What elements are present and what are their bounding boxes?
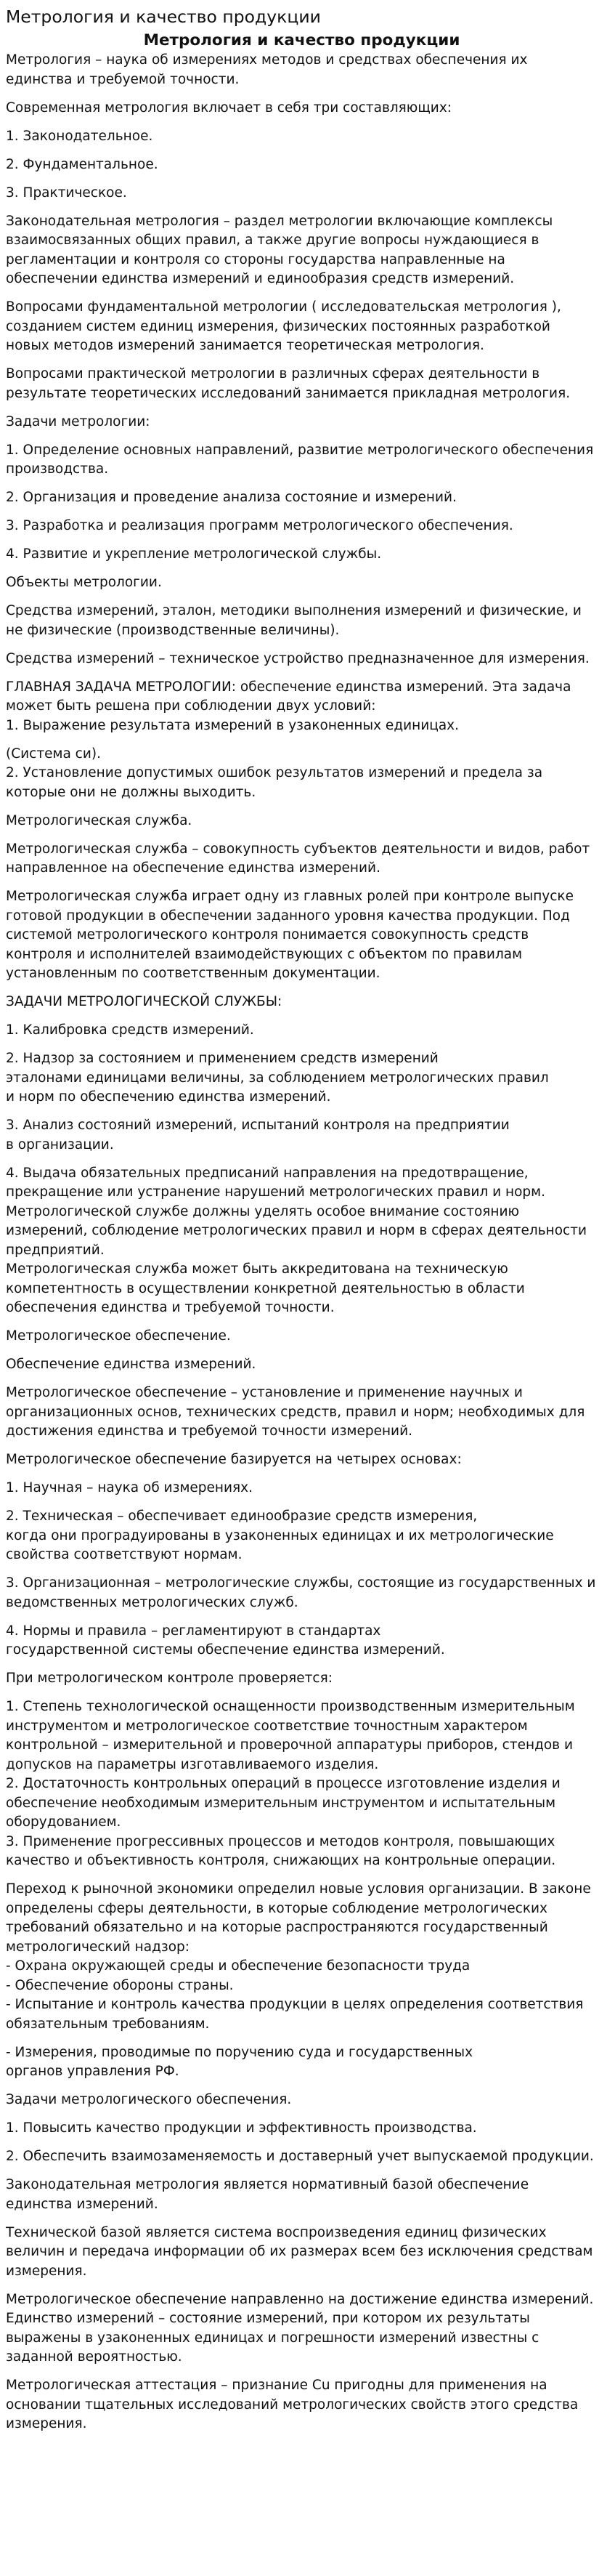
paragraph: Метрологическое обеспечение базируется на четырех основах: — [6, 1452, 462, 1467]
paragraph: 1. Повысить качество продукции и эффективность производства. — [6, 2120, 477, 2136]
paragraph: (Система си). 2. Установление допустимых ошибок результатов измерений и предела за которые они не должны выходить. — [6, 746, 543, 800]
paragraph: Метрологическая аттестация – признание Cu пригодны для применения на основании тщательных исследований метрологических свойств этого средства измерения. — [6, 2378, 579, 2431]
paragraph: Законодательная метрология – раздел метрологии включающие комплексы взаимосвязанных общих правил, а также другие вопросы нуждающиеся в регламентации и контроля со стороны государства направленные на обеспечении единства измерений и единообразия средств измерений. — [6, 213, 553, 286]
paragraph: Переход к рыночной экономики определил новые условия организации. В законе определены сферы деятельности, в которые соблюдение метрологических требований обязательно и на которые распространяются государственный метрологический надзор: - Охрана окружающей среды и обеспечение безопасности труда - Обеспечение обороны страны. - Испытание и контроль качества продукции в целях определения соответствия обязательным требованиям. — [6, 1881, 591, 2032]
paragraph: Обеспечение единства измерений. — [6, 1357, 256, 1372]
paragraph: - Измерения, проводимые по поручению суда и государственных органов управления РФ. — [6, 2044, 473, 2079]
paragraph: 1. Научная – наука об измерениях. — [6, 1480, 253, 1495]
document-title: Метрология и качество продукции — [6, 7, 321, 27]
paragraph: Вопросами практической метрологии в различных сферах деятельности в результате теоретических исследований занимается прикладная метрология. — [6, 366, 571, 401]
paragraph: ЗАДАЧИ МЕТРОЛОГИЧЕСКОЙ СЛУЖБЫ: — [6, 994, 282, 1009]
paragraph: Законодательная метрология является нормативный базой обеспечение единства измерений. — [6, 2177, 529, 2212]
paragraph: Технической базой является система воспроизведения единиц физических величин и передача информации об их размерах всем без исключения средствам измерения. — [6, 2224, 593, 2279]
paragraph: Метрологическая служба играет одну из главных ролей при контроле выпуске готовой продукции в обеспечении заданного уровня качества продукции. Под системой метрологического контроля понимается совокупность средств контроля и исполнителей взаимодействующих с объектом по правилам установленным по соответственным документации. — [6, 889, 574, 981]
paragraph: 3. Организационная – метрологические службы, состоящие из государственных и ведомственных метрологических служб. — [6, 1575, 596, 1610]
paragraph: Метрологическое обеспечение направленно на достижение единства измерений. Единство измерений – состояние измерений, при котором их результаты выражены в узаконенных единицах и погрешности измерений известны с заданной вероятностью. — [6, 2291, 594, 2365]
paragraph: 2. Организация и проведение анализа состояние и измерений. — [6, 490, 457, 505]
paragraph: Метрология – наука об измерениях методов и средствах обеспечения их единства и требуемой точности. — [6, 52, 528, 87]
paragraph: Метрологическое обеспечение. — [6, 1328, 231, 1344]
paragraph: 2. Фундаментальное. — [6, 156, 158, 172]
paragraph: 2. Надзор за состоянием и применением средств измерений эталонами единицами величины, за соблюдением метрологических правил и норм по обеспечению единства измерений. — [6, 1051, 549, 1105]
paragraph: Метрологическая служба – совокупность субъектов деятельности и видов, работ направленное на обеспечение единства измерений. — [6, 841, 590, 876]
paragraph: 4. Нормы и правила – регламентируют в стандартах государственной системы обеспечение единства измерений. — [6, 1623, 445, 1658]
paragraph: 2. Обеспечить взаимозаменяемость и доставерный учет выпускаемой продукции. — [6, 2149, 594, 2164]
paragraph: Средства измерений, эталон, методики выполнения измерений и физические, и не физические (производственные величины). — [6, 603, 582, 638]
paragraph: 3. Анализ состояний измерений, испытаний контроля на предприятии в организации. — [6, 1118, 510, 1152]
paragraph: 3. Практическое. — [6, 185, 127, 201]
paragraph: 4. Развитие и укрепление метрологической службы. — [6, 546, 382, 562]
paragraph: 4. Выдача обязательных предписаний направления на предотвращение, прекращение или устранение нарушений метрологических правил и норм. Метрологической службе должны уделять особое внимание состоянию измерений, соблюдение метрологических правил и норм в сферах деятельности предприятий. Метрологическая служба может быть аккредитована на техническую компетентность в осуществлении конкретной деятельностью в области обеспечения единства и требуемой точности. — [6, 1165, 587, 1315]
paragraph: Метрологическое обеспечение – установление и применение научных и организационных основ, технических средств, правил и норм; необходимых для достижения единства и требуемой точности измерений. — [6, 1385, 585, 1439]
paragraph: При метрологическом контроле проверяется: — [6, 1671, 333, 1686]
document-subtitle: Метрология и качество продукции — [143, 31, 460, 49]
paragraph: Современная метрология включает в себя три составляющих: — [6, 100, 452, 116]
paragraph: 2. Техническая – обеспечивает единообразие средств измерения, когда они проградуированы в узаконенных единицах и их метрологические свойства соответствуют нормам. — [6, 1509, 554, 1562]
paragraph: ГЛАВНАЯ ЗАДАЧА МЕТРОЛОГИИ: обеспечение единства измерений. Эта задача может быть решена при соблюдении двух условий: 1. Выражение результата измерений в узаконенных единицах. — [6, 679, 571, 733]
paragraph: Средства измерений – техническое устройство предназначенное для измерения. — [6, 650, 590, 666]
paragraph: Задачи метрологического обеспечения. — [6, 2092, 292, 2107]
paragraph: Объекты метрологии. — [6, 575, 162, 590]
document-body — [6, 51, 598, 2434]
paragraph: 1. Определение основных направлений, развитие метрологического обеспечения производства. — [6, 442, 594, 477]
paragraph: 1. Степень технологической оснащенности производственным измерительным инструментом и метрологическое соответствие точностным характером контрольной – измерительной и проверочной аппаратуры приборов, стендов и допусков на параметры изготавливаемого изделия. 2. Достаточность контрольных операций в процессе изготовление изделия и обеспечение необходимым измерительным инструментом и испытательным оборудованием. 3. Применение прогрессивных процессов и методов контроля, повышающих качество и объективность контроля, снижающих на контрольные операции. — [6, 1699, 575, 1868]
paragraph: Вопросами фундаментальной метрологии ( исследовательская метрология ), созданием систем единиц измерения, физических постоянных разработкой новых методов измерений занимается теоретическая метрология. — [6, 299, 561, 353]
paragraph: Задачи метрологии: — [6, 413, 150, 429]
paragraph: Метрологическая служба. — [6, 812, 192, 828]
paragraph: 3. Разработка и реализация программ метрологического обеспечения. — [6, 518, 513, 533]
paragraph: 1. Калибровка средств измерений. — [6, 1022, 254, 1038]
paragraph: 1. Законодательное. — [6, 128, 153, 144]
